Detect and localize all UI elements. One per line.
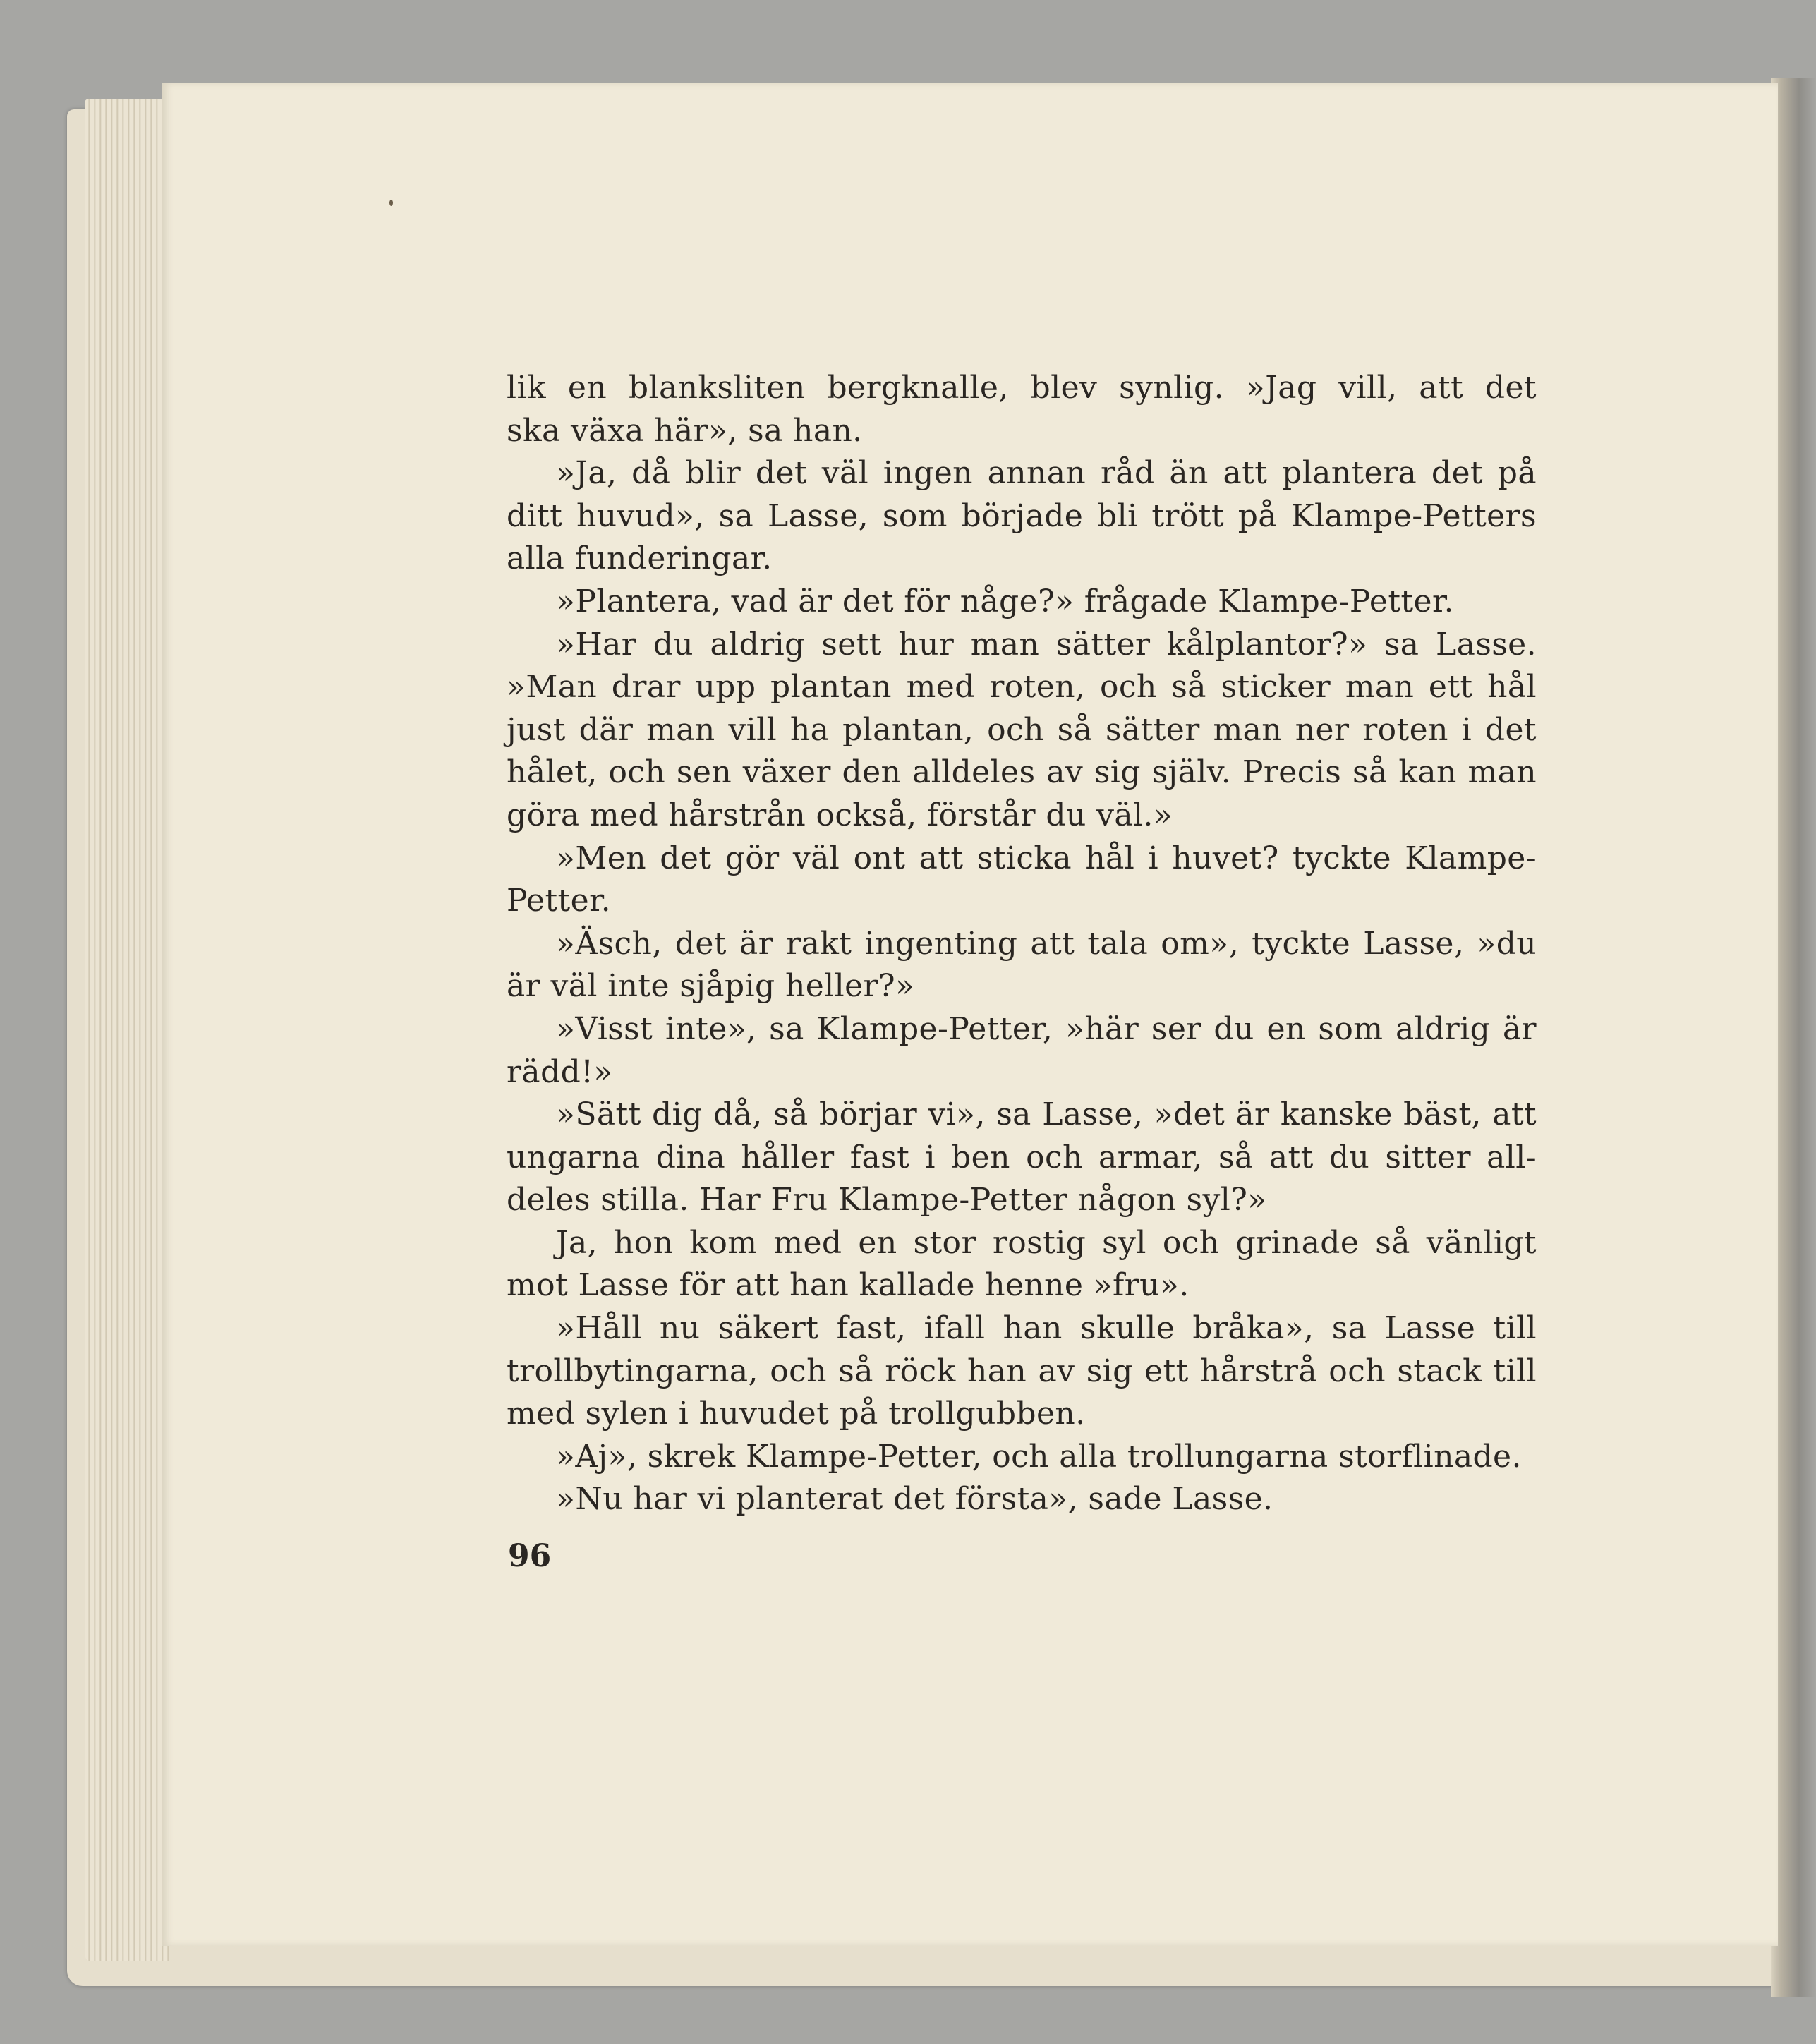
text-line: hålet, och sen växer den alldeles av sig själv. Precis så kan man (507, 754, 1537, 791)
text-line: »Har du aldrig sett hur man sätter kålplantor?» sa Lasse. (556, 626, 1537, 663)
body-text (507, 367, 1537, 1521)
text-line: deles stilla. Har Fru Klampe-Petter någon syl?» (507, 1182, 1267, 1218)
text-line: »Plantera, vad är det för någe?» frågade Klampe-Petter. (556, 583, 1454, 619)
text-line: med sylen i huvudet på trollgubben. (507, 1396, 1086, 1432)
text-line: »Man drar upp plantan med roten, och så sticker man ett hål (507, 669, 1537, 706)
text-line: rädd!» (507, 1053, 613, 1090)
text-line: just där man vill ha plantan, och så sätter man ner roten i det (507, 711, 1537, 748)
text-line: »Men det gör väl ont att sticka hål i huvet? tyckte Klampe- (556, 840, 1537, 876)
text-line: lik en blanksliten bergknalle, blev synlig. »Jag vill, att det (507, 370, 1537, 406)
text-line: »Håll nu säkert fast, ifall han skulle bråka», sa Lasse till (556, 1310, 1537, 1347)
text-line: »Ja, då blir det väl ingen annan råd än att plantera det på (556, 455, 1537, 492)
text-line: ska växa här», sa han. (507, 412, 863, 449)
paper-speck (389, 200, 393, 206)
text-line: »Aj», skrek Klampe-Petter, och alla trollungarna storflinade. (556, 1438, 1522, 1475)
text-line: »Visst inte», sa Klampe-Petter, »här ser du en som aldrig är (556, 1010, 1537, 1047)
text-line: »Sätt dig då, så börjar vi», sa Lasse, »det är kanske bäst, att (556, 1096, 1537, 1133)
text-line: »Äsch, det är rakt ingenting att tala om», tyckte Lasse, »du (556, 925, 1537, 962)
text-line: Petter. (507, 883, 612, 919)
text-line: ungarna dina håller fast i ben och armar, så att du sitter all- (507, 1139, 1537, 1175)
text-line: trollbytingarna, och så röck han av sig ett hårstrå och stack till (507, 1353, 1537, 1389)
text-line: mot Lasse för att han kallade henne »fru». (507, 1267, 1190, 1304)
text-line: göra med hårstrån också, förstår du väl.» (507, 797, 1173, 833)
text-line: »Nu har vi planterat det första», sade Lasse. (556, 1481, 1273, 1518)
text-line: Ja, hon kom med en stor rostig syl och grinade så vänligt (556, 1224, 1537, 1261)
text-line: ditt huvud», sa Lasse, som började bli trött på Klampe-Petters (507, 497, 1537, 534)
page-number: 96 (508, 1538, 552, 1574)
text-line: är väl inte sjåpig heller?» (507, 968, 915, 1005)
text-line: alla funderingar. (507, 540, 773, 577)
page-edges (85, 99, 169, 1961)
